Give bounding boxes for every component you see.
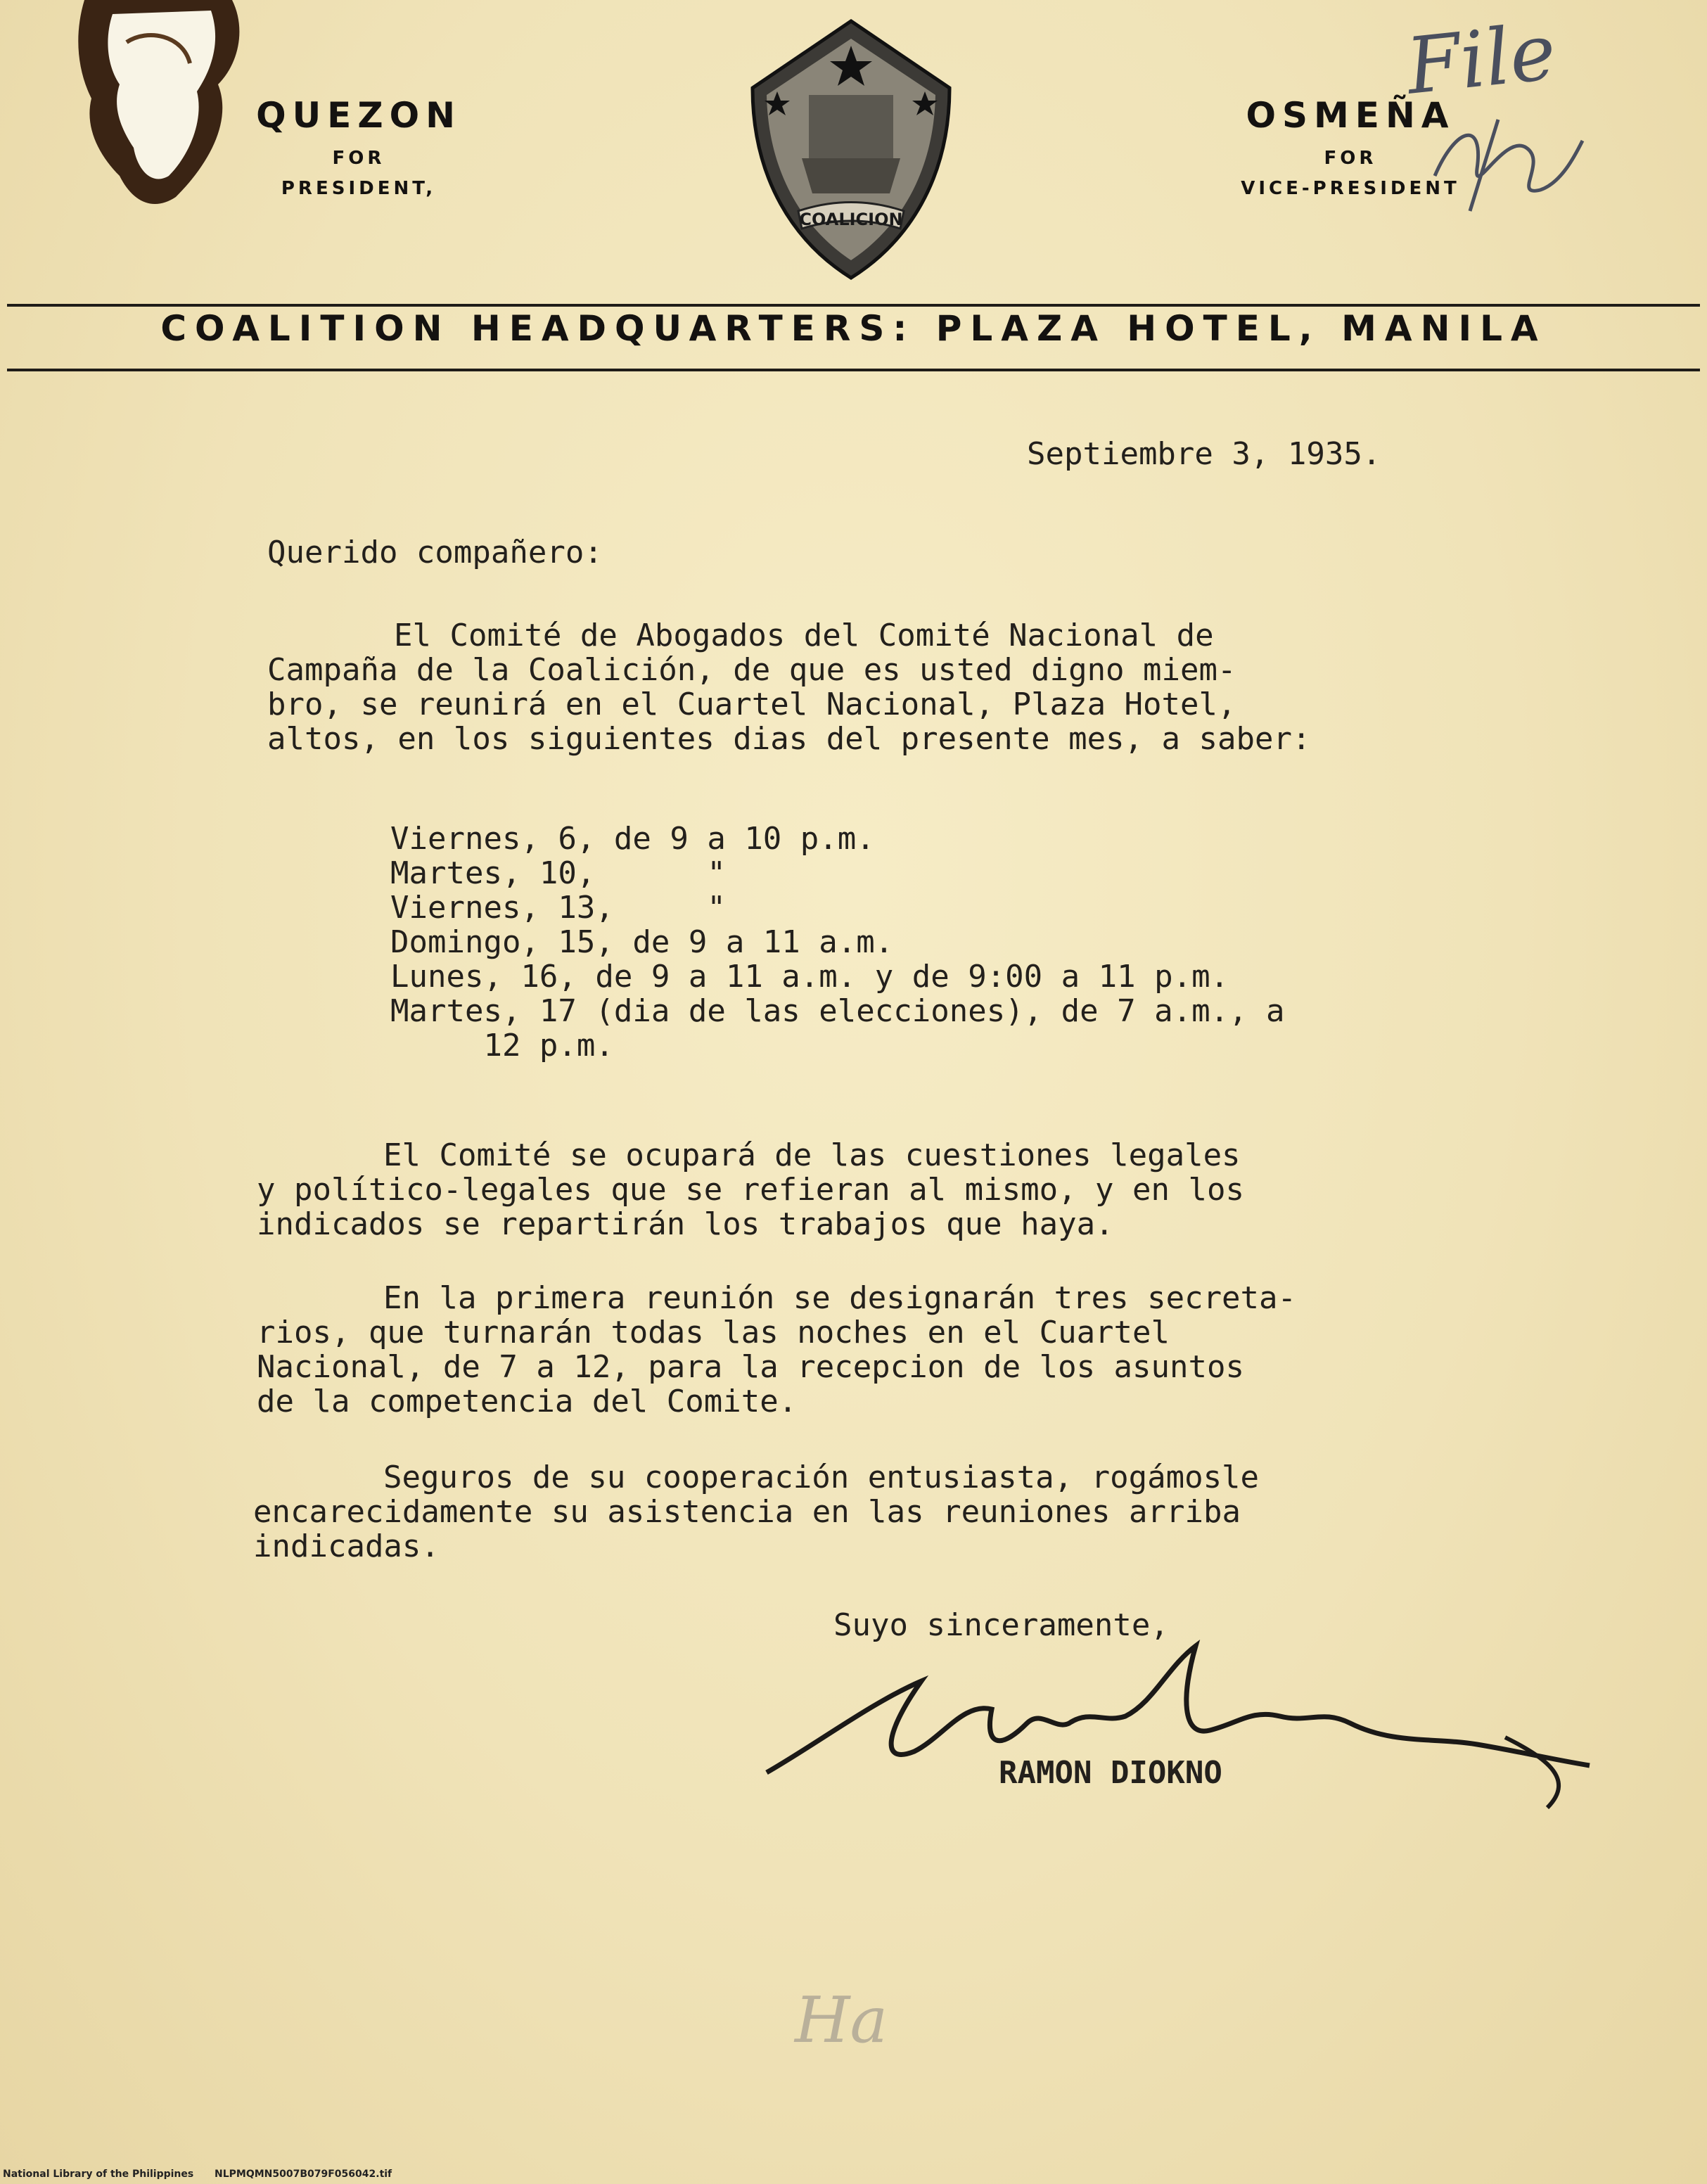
header-rule-bottom <box>7 369 1700 371</box>
signatory-name: RAMON DIOKNO <box>999 1755 1222 1791</box>
emblem-label: COALICION <box>799 210 903 229</box>
footer-library: National Library of the Philippines <box>3 2169 194 2180</box>
handwritten-signature <box>760 1625 1618 1822</box>
schedule-line: Lunes, 16, de 9 a 11 a.m. y de 9:00 a 11 p.m. <box>390 959 1229 995</box>
schedule-line: Viernes, 6, de 9 a 10 p.m. <box>390 821 875 857</box>
candidate-vice-president-for: FOR <box>1324 148 1377 169</box>
para3-line: de la competencia del Comite. <box>257 1384 798 1419</box>
candidate-president-name: QUEZON <box>256 95 461 136</box>
para4-line: Seguros de su cooperación entusiasta, rogámosle <box>383 1460 1260 1495</box>
para1-line: altos, en los siguientes dias del presente mes, a saber: <box>267 721 1311 757</box>
letter-date: Septiembre 3, 1935. <box>1027 436 1381 472</box>
salutation: Querido compañero: <box>267 535 603 570</box>
para1-line: Campaña de la Coalición, de que es usted digno miem- <box>267 652 1236 688</box>
candidate-vice-president-name: OSMEÑA <box>1246 95 1455 136</box>
para2-line: indicados se repartirán los trabajos que haya. <box>257 1206 1114 1242</box>
schedule-line: Martes, 17 (dia de las elecciones), de 7 a.m., a <box>390 993 1285 1029</box>
para4-line: encarecidamente su asistencia en las reuniones arriba <box>253 1494 1241 1530</box>
handwritten-file-note: File <box>1402 6 1560 112</box>
header-rule-top <box>7 304 1700 307</box>
burn-damage <box>70 0 253 218</box>
para3-line: rios, que turnarán todas las noches en el Cuartel <box>257 1315 1170 1350</box>
candidate-vice-president-office: VICE-PRESIDENT <box>1241 178 1460 199</box>
candidate-president-office: PRESIDENT, <box>281 178 437 199</box>
coalition-emblem <box>739 18 964 285</box>
handwritten-initials <box>1421 106 1590 218</box>
headquarters-banner: COALITION HEADQUARTERS: PLAZA HOTEL, MANILA <box>160 308 1547 349</box>
para1-line: bro, se reunirá en el Cuartel Nacional, Plaza Hotel, <box>267 687 1236 722</box>
schedule-line: Domingo, 15, de 9 a 11 a.m. <box>390 924 894 960</box>
para4-line: indicadas. <box>253 1528 440 1564</box>
schedule-line: 12 p.m. <box>390 1028 614 1064</box>
para1-line: El Comité de Abogados del Comité Nacional de <box>394 618 1214 653</box>
schedule-line: Martes, 10, " <box>390 855 726 891</box>
para3-line: En la primera reunión se designarán tres secreta- <box>383 1280 1297 1316</box>
pencil-page-mark: Ha <box>795 1984 888 2057</box>
closing: Suyo sinceramente, <box>833 1607 1169 1643</box>
candidate-president-for: FOR <box>332 148 385 169</box>
para2-line: y político-legales que se refieran al mismo, y en los <box>257 1172 1244 1208</box>
para3-line: Nacional, de 7 a 12, para la recepcion de los asuntos <box>257 1349 1244 1385</box>
footer-file-id: NLPMQMN5007B079F056042.tif <box>215 2169 392 2180</box>
para2-line: El Comité se ocupará de las cuestiones legales <box>383 1137 1241 1173</box>
schedule-line: Viernes, 13, " <box>390 890 726 926</box>
